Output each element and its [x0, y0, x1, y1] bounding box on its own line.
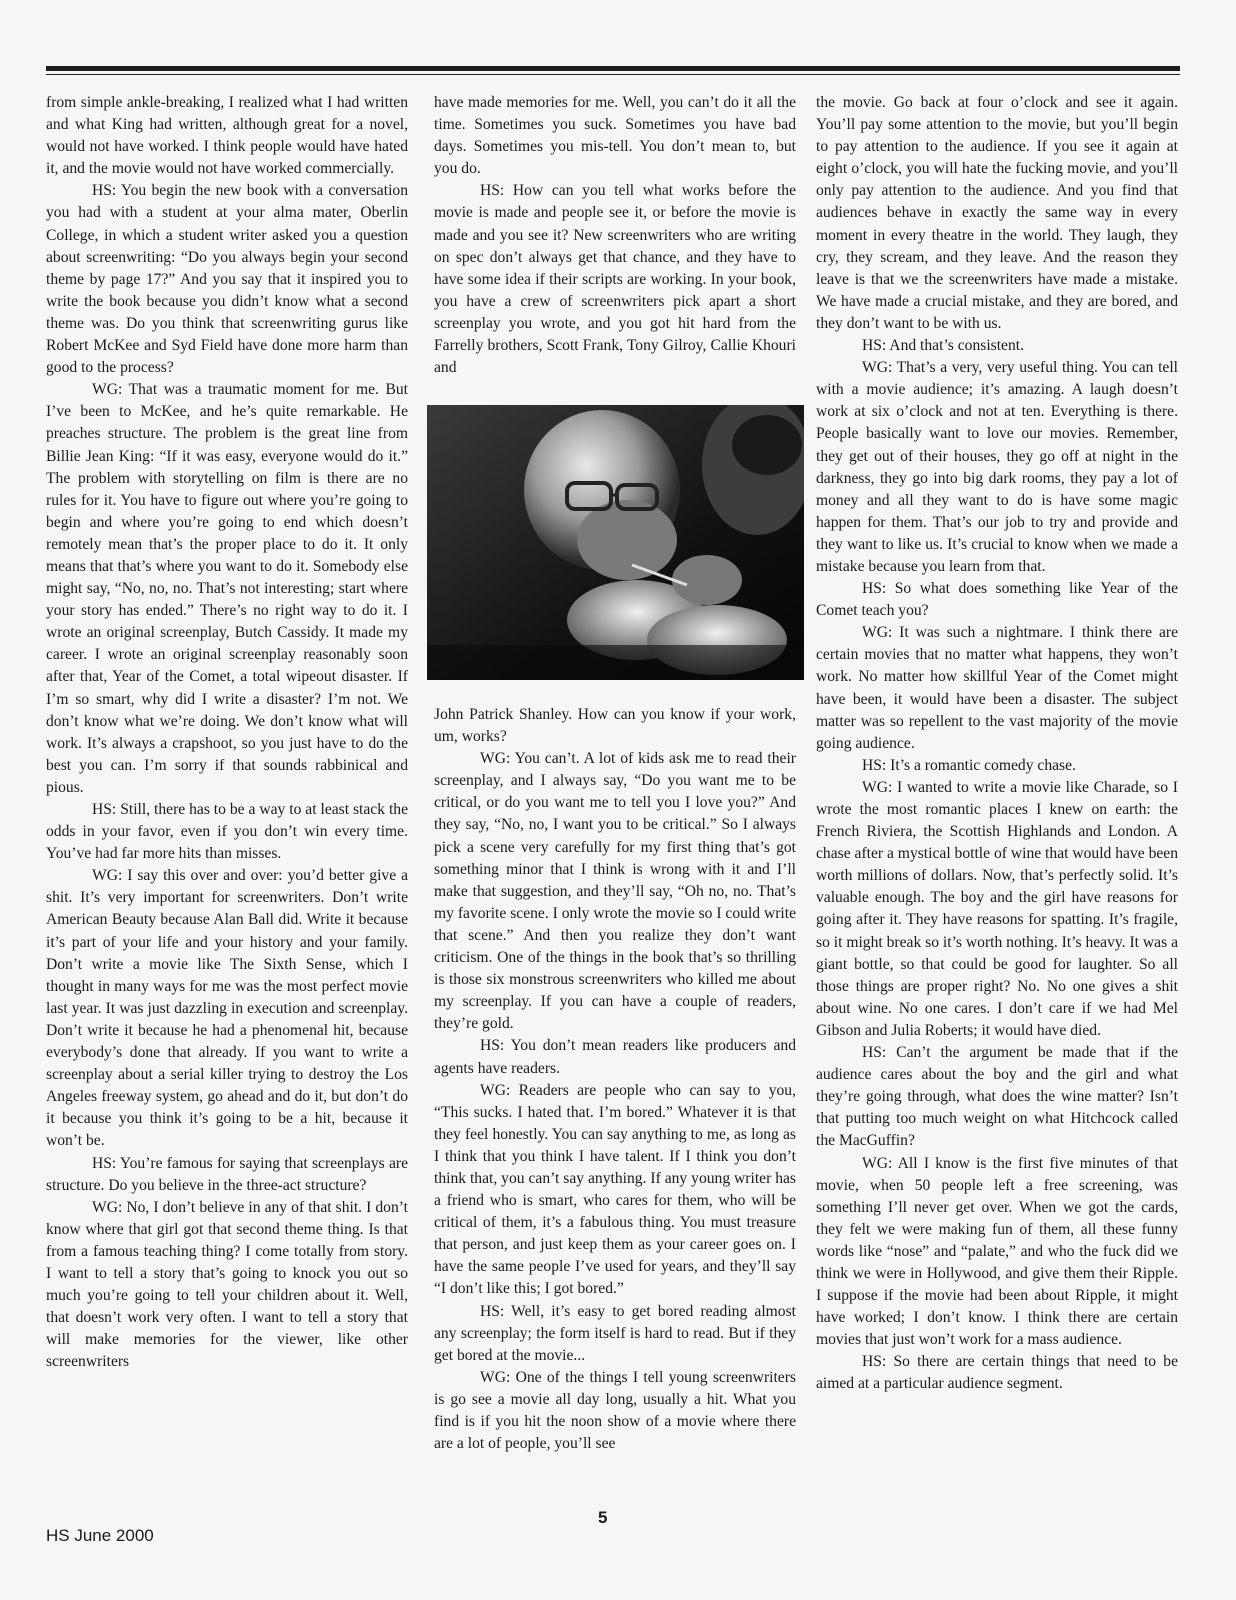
paragraph: WG: Readers are people who can say to you, “This sucks. I hated that. I’m bored.” Whatever it is that they feel honestly. You can say anything to me, as long as I think that you think I have talent. If I think you don’t think that, you can’t say anything. If any young writer has a friend who is smart, who cares for them, who will be critical of them, it’s a fabulous thing. You must treasure that person, and just keep them as your career goes on. I have the same people I’ve used for years, and they’ll say “I don’t like this; I got bored.” [434, 1081, 796, 1298]
paragraph: WG: I wanted to write a movie like Charade, so I wrote the most romantic places I knew on earth: the French Riviera, the Scottish Highlands and London. A chase after a mystical bottle of wine that would have been worth millions of dollars. Now, that’s perfectly solid. It’s valuable enough. The boy and the girl have reasons for going after it. They have reasons for spatting. It’s fragile, so it might break so it’s worth nothing. It’s heavy. It was a giant bottle, so that could be good for laughter. So all those things are proper right? No. No one gives a shit about wine. No one cares. I don’t care if we had Mel Gibson and Julia Roberts; it would have died. [816, 778, 1178, 1039]
paragraph: WG: I say this over and over: you’d better give a shit. It’s very important for screenwriters. Don’t write American Beauty because Alan Ball did. Write it because it’s part of your life and your history and your family. Don’t write a movie like The Sixth Sense, which I thought in many ways for me was the most perfect movie last year. It was just dazzling in execution and screenplay. Don’t write it because he had a phenomenal hit, because everybody’s done that already. If you want to write a screenplay about a serial killer trying to destroy the Los Angeles freeway system, go ahead and do it, but don’t do it because you think it’s going to be a hit, because it won’t be. [46, 867, 408, 1150]
paragraph: HS: Can’t the argument be made that if the audience cares about the boy and the girl and what they’re going through, what does the wine matter? Isn’t that putting too much weight on what Hitchcock called the MacGuffin? [816, 1044, 1178, 1150]
paragraph: WG: One of the things I tell young screenwriters is go see a movie all day long, usually a hit. What you find is if you hit the noon show of a movie where there are a lot of people, you’ll see [434, 1368, 796, 1453]
column-1 [46, 92, 408, 1373]
paragraph: WG: You can’t. A lot of kids ask me to read their screenplay, and I always say, “Do you want me to be critical, or do you want me to tell you I love you?” And they say, “No, no, I want you to be critical.” So I always pick a scene very carefully for my first thing that’s got something minor that I think is wrong with it and I’ll make that suggestion, and they’ll say, “Oh no, no. That’s my favorite scene. I only wrote the movie so I could write that scene.” And then you realize they don’t want criticism. One of the things in the book that’s so thrilling is those six monstrous screenwriters who killed me about my screenplay. If you can have a couple of readers, they’re gold. [434, 750, 797, 1033]
paragraph: HS: It’s a romantic comedy chase. [862, 756, 1076, 774]
paragraph: HS: How can you tell what works before the movie is made and people see it, or before the movie is made and you see it? New screenwriters who are writing on spec don’t always get that chance, and they have to have some idea if their scripts are working. In your book, you have a crew of screenwriters pick apart a short screenplay you wrote, and you got hit hard from the Farrelly brothers, Scott Frank, Tony Gilroy, Callie Khouri and [434, 182, 796, 377]
paragraph: John Patrick Shanley. How can you know if your work, um, works? [434, 706, 796, 746]
paragraph: HS: So what does something like Year of the Comet teach you? [816, 580, 1178, 620]
paragraph: WG: All I know is the first five minutes of that movie, when 50 people left a free screening, was something I’ll never get over. When we got the cards, they felt we were making fun of them, all these funny words like “nose” and “palate,” and who the fuck did we think we were in Hollywood, and give them their Ripple. I suppose if the movie had been about Ripple, it might have worked; I don’t know. I think there are certain movies that just won’t work for a mass audience. [816, 1154, 1178, 1349]
paragraph: HS: And that’s consistent. [862, 337, 1025, 355]
paragraph: WG: That’s a very, very useful thing. You can tell with a movie audience; it’s amazing. A laugh doesn’t work at six o’clock and not at ten. Everything is there. People basically want to love our movies. Remember, they get out of their houses, they go off at night in the darkness, they go into big dark rooms, they pay a lot of money and all they want to do is have some magic happen for them. That’s our job to try and provide and they want to like us. It’s crucial to know when we made a mistake because you learn from that. [816, 359, 1178, 575]
column-3 [816, 92, 1178, 1396]
paragraph: have made memories for me. Well, you can’t do it all the time. Sometimes you suck. Sometimes you have bad days. Sometimes you mis-tell. You don’t mean to, but you do. [434, 94, 796, 178]
paragraph: HS: You don’t mean readers like producers and agents have readers. [434, 1037, 796, 1077]
paragraph: WG: That was a traumatic moment for me. But I’ve been to McKee, and he’s quite remarkable. He preaches structure. The problem is the great line from Billie Jean King: “If it was easy, everyone would do it.” The problem with storytelling on film is there are no rules for it. You have to figure out where you’re going to begin and where you’re going to end which doesn’t remotely mean that’s the proper place to do it. It only means that that’s where you want to do it. Somebody else might say, “No, no, no. That’s not interesting; start where your story has ended.” There’s no right way to do it. I wrote an original screenplay, Butch Cassidy. It made my career. I wrote an original screenplay reasonably soon after that, Year of the Comet, a total wipeout disaster. If I’m so smart, why did I write a disaster? I’m not. We don’t know what we’re doing. We don’t know what will work. It’s always a crapshoot, so you just have to do the best you can. I’m sorry if that sounds rabbinical and pious. [46, 381, 408, 796]
paragraph: HS: You’re famous for saying that screenplays are structure. Do you believe in the three-act structure? [46, 1154, 408, 1194]
issue-footer: HS June 2000 [46, 1526, 154, 1545]
paragraph: HS: You begin the new book with a conversation you had with a student at your alma mater, Oberlin College, in which a student writer asked you a question about screenwriting: “Do you always begin your second theme by page 17?” And you say that it inspired you to write the book because you didn’t know what a second theme was. Do you think that screenwriting gurus like Robert McKee and Syd Field have done more harm than good to the process? [46, 182, 408, 377]
photo-image [427, 405, 804, 680]
column-2-bottom [434, 704, 796, 1455]
paragraph: from simple ankle-breaking, I realized what I had written and what King had written, although great for a novel, would not have worked. I think people would have hated it, and the movie would not have worked commercially. [46, 94, 408, 178]
paragraph: HS: Well, it’s easy to get bored reading almost any screenplay; the form itself is hard to read. But if they get bored at the movie... [434, 1302, 796, 1364]
column-2-top [434, 92, 796, 379]
header-rule-thick [46, 66, 1180, 71]
paragraph: WG: It was such a nightmare. I think there are certain movies that no matter what happens, they won’t work. No matter how skillful Year of the Comet might have been, it would have been a disaster. The subject matter was so repellent to the vast majority of the movie going audience. [816, 624, 1178, 752]
paragraph: the movie. Go back at four o’clock and see it again. You’ll pay some attention to the movie, but you’ll begin to pay attention to the audience. If you see it again at eight o’clock, you will hate the fucking movie, and you’ll only pay attention to the audience. And you find that audiences behave in exactly the same way in every moment in every theatre in the world. They laugh, they cry, they scream, and they leave. And the reason they leave is that we the screenwriters have made a mistake. We have made a crucial mistake, and they are bored, and they don’t want to be with us. [816, 94, 1178, 332]
page-number: 5 [598, 1508, 608, 1527]
paragraph: HS: So there are certain things that need to be aimed at a particular audience segment. [816, 1353, 1178, 1393]
photo-man-with-glasses-icon [427, 405, 804, 680]
header-rule-thin [46, 74, 1180, 75]
paragraph: HS: Still, there has to be a way to at least stack the odds in your favor, even if you don’t win every time. You’ve had far more hits than misses. [46, 801, 408, 863]
paragraph: WG: No, I don’t believe in any of that shit. I don’t know where that girl got that second theme thing. Is that from a famous teaching thing? I come totally from story. I want to tell a story that’s going to knock you out so much you’re going to tell your children about it. Well, that doesn’t work very often. I want to tell a story that will make memories for the viewer, like other screenwriters [46, 1198, 408, 1371]
